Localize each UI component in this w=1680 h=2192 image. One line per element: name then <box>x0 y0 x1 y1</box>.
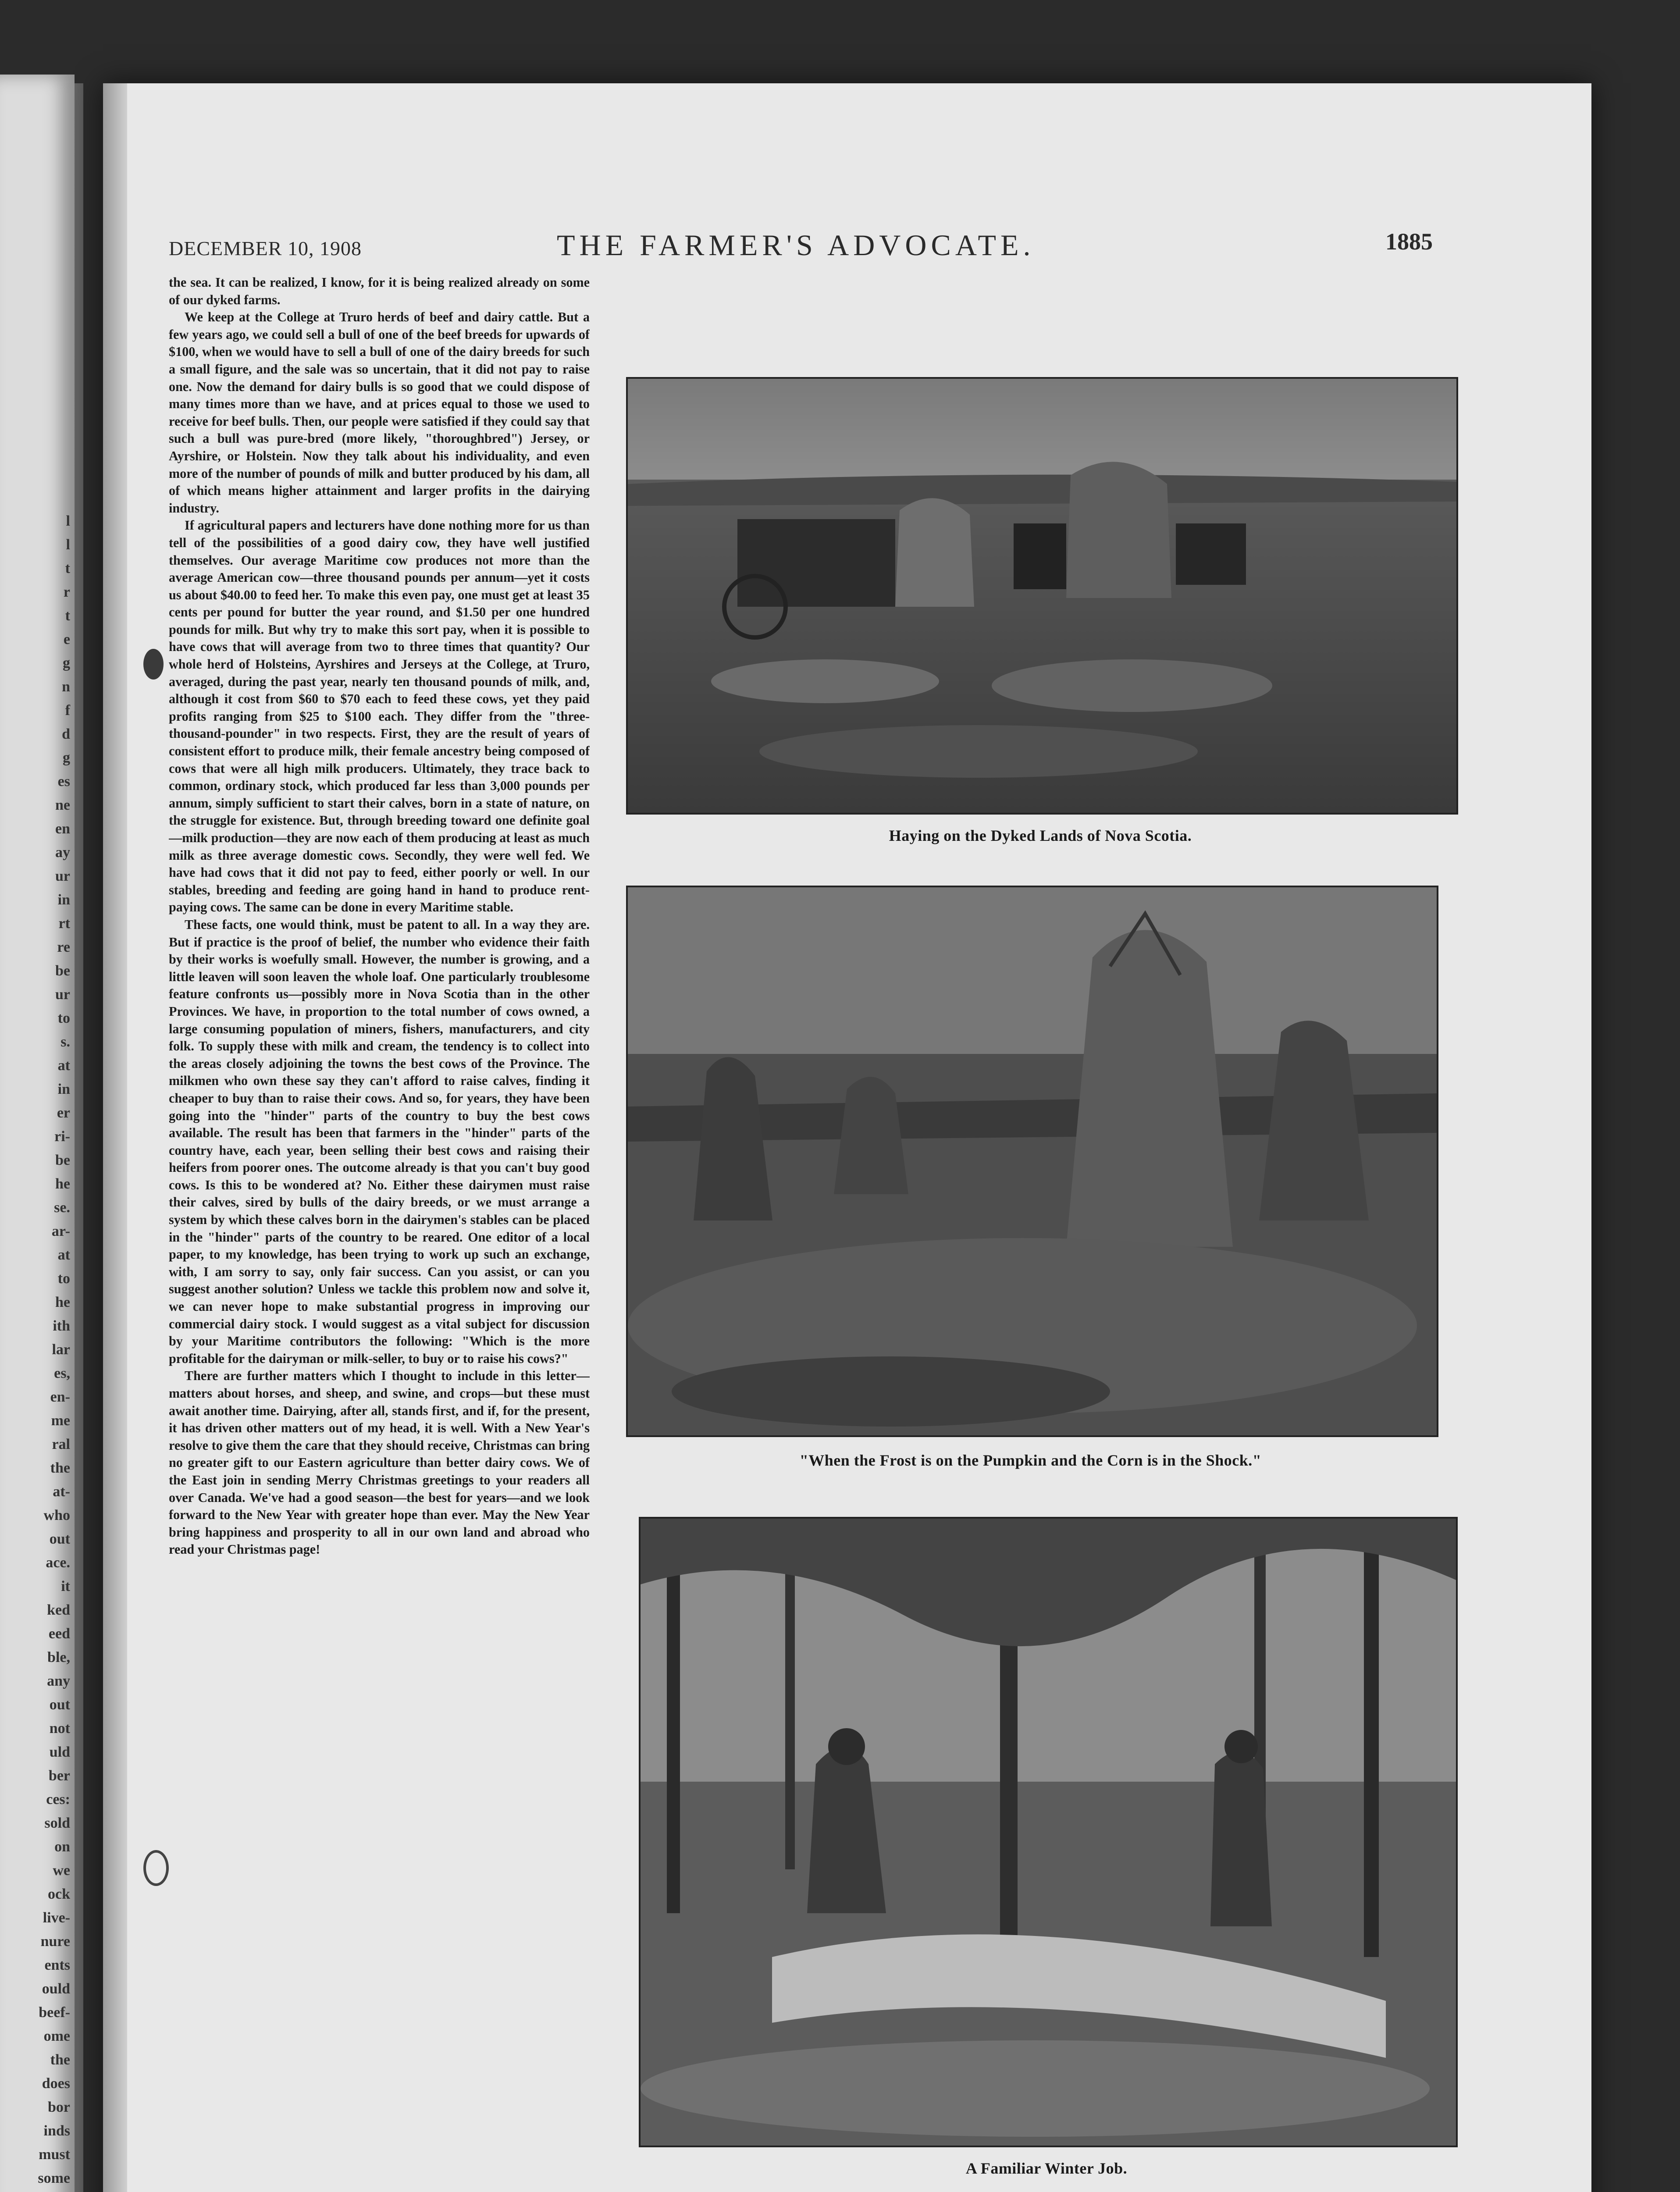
previous-page-text-fragment: in <box>57 892 70 908</box>
previous-page-text-fragment: es <box>57 773 70 790</box>
previous-page-text-fragment: se. <box>54 1199 70 1216</box>
previous-page-text-fragment: n <box>62 679 70 695</box>
winter-logging-scene-image <box>641 1519 1456 2146</box>
previous-page-text-fragment: to <box>57 1010 70 1026</box>
previous-page-text-fragment: we <box>53 1862 70 1879</box>
haying-scene-image <box>628 379 1456 813</box>
previous-page-text-fragment: er <box>57 1105 70 1121</box>
page-number: 1885 <box>1385 228 1433 255</box>
previous-page-text-fragment: ber <box>48 1768 70 1784</box>
previous-page-text-fragment: rt <box>58 915 70 932</box>
previous-page-text-fragment: who <box>43 1507 70 1523</box>
photo-caption: Haying on the Dyked Lands of Nova Scotia. <box>889 827 1192 844</box>
previous-page-text-fragment: l <box>66 513 70 529</box>
previous-page-text-fragment: out <box>49 1531 70 1547</box>
previous-page-text-fragment: must <box>39 2146 70 2163</box>
article-paragraph: There are further matters which I thought to include in this letter—matters about horses, and sheep, and swine, and crops—but these must await another time. Dairying, after all, stands first, and if, for the present, it has driven other matters out of my head, it is well. With a New Year's resolve to give them the care that they should receive, Christmas can bring no greater gift to our Eastern agriculture than better dairy cows. We of the East join in sending Merry Christmas greetings to your readers all over Canada. We've had a good season—the best for years—and we look forward to the New Year with greater hope than ever. May the New Year bring happiness and prosperity to all in our own land and abroad who read your Christmas page! <box>169 1368 590 1557</box>
previous-page-text-fragment: uld <box>49 1744 70 1760</box>
photo-winter-job <box>639 1517 1458 2147</box>
article-paragraph: If agricultural papers and lecturers have done nothing more for us than tell of the possibilities of a good dairy cow, they have well justified themselves. Our average Maritime cow produces not more than the average American cow—three thousand pounds per annum—yet it costs us about $40.00 to feed her. To make this even pay, one must get at least 35 cents per pound for butter the year round, and $1.50 per one hundred pounds for milk. But why try to make this sort pay, when it is possible to have cows that will average from two to three times that quantity? Our whole herd of Holsteins, Ayrshires and Jerseys at the College, at Truro, averaged, during the past year, nearly ten thousand pounds of milk, and, although it cost from $60 to $70 each to feed these cows, yet they paid profits ranging from $25 to $100 each. They differ from the "three-thousand-pounder" in two respects. First, they are the result of years of consistent effort to produce milk, their female ancestry being composed of cows that were all high milk producers. Ultimately, they trace back to common, ordinary stock, which produced far less than 3,000 pounds per annum, simply sufficient to start their calves, born in a state of nature, on the struggle for existence. But, through breeding toward one definite goal—milk production—they are now each of them producing at least as much milk as three average domestic cows. Secondly, they were well fed. We have had cows that it did not pay to feed, either poorly or well. In our stables, breeding and feeding are going hand in hand to produce rent-paying cows. The same can be done in every Maritime stable. <box>169 518 590 915</box>
previous-page-text-fragment: ock <box>48 1886 70 1902</box>
previous-page-text-fragment: any <box>47 1673 70 1689</box>
previous-page-text-fragment: live- <box>43 1910 70 1926</box>
previous-page-text-fragment: does <box>42 2075 70 2092</box>
previous-page-text-fragment: f <box>65 702 70 719</box>
previous-page-text-fragment: ri- <box>54 1128 70 1145</box>
previous-page-text-fragment: beef- <box>39 2004 70 2021</box>
previous-page-text-fragment: sold <box>44 1815 70 1831</box>
previous-page-text-fragment: g <box>63 750 70 766</box>
photo-caption: A Familiar Winter Job. <box>965 2160 1128 2177</box>
article-paragraph: the sea. It can be realized, I know, for it is being realized already on some of our dyked farms. <box>169 275 590 307</box>
previous-page-text-fragment: on <box>54 1839 70 1855</box>
previous-page-text-fragment: l <box>66 537 70 553</box>
previous-page-text-fragment: in <box>57 1081 70 1097</box>
previous-page-text-fragment: ome <box>43 2028 70 2044</box>
previous-page-text-fragment: some <box>38 2170 70 2186</box>
previous-page-text-fragment: ur <box>55 986 70 1003</box>
previous-page-text-fragment: ral <box>52 1436 70 1452</box>
previous-page-text-fragment: lar <box>52 1342 70 1358</box>
previous-page-text-fragment: ents <box>44 1957 70 1973</box>
previous-page-text-fragment: ace. <box>46 1555 70 1571</box>
previous-page-text-fragment: ble, <box>47 1649 70 1665</box>
article-paragraph: We keep at the College at Truro herds of beef and dairy cattle. But a few years ago, we could sell a bull of one of the beef breeds for upwards of $100, when we would have to sell a bull of one of the dairy breeds for such a small figure, and the sale was so uncertain, that it did not pay to raise one. Now the demand for dairy bulls is so good that we could dispose of many times more than we have, and at prices equal to those we used to receive for beef bulls. Then, our people were satisfied if they could say that such a bull was pure-bred (more likely, "thoroughbred") Jersey, or Ayrshire, or Holstein. Now they talk about his individuality, and even more of the number of pounds of milk and butter produced by his dam, all of which means higher attainment and larger profits in the dairying industry. <box>169 310 590 516</box>
previous-page-text-fragment: out <box>49 1697 70 1713</box>
previous-page-text-fragment: the <box>50 1460 70 1476</box>
previous-page-text-fragment: es, <box>54 1365 70 1381</box>
previous-page-text-fragment: ay <box>55 844 70 861</box>
previous-page-text-fragment: not <box>49 1720 70 1737</box>
previous-page-text-fragment: e <box>63 631 70 648</box>
previous-page-text-fragment: ould <box>42 1981 70 1997</box>
previous-page-text-fragment: ar- <box>51 1223 70 1239</box>
previous-page-text-fragment: he <box>55 1176 70 1192</box>
previous-page-text-fragment: ne <box>55 797 70 813</box>
article-paragraph: These facts, one would think, must be patent to all. In a way they are. But if practice is the proof of belief, the number who evidence their faith by their works is woefully small. However, the number is growing, and a little leaven will soon leaven the whole loaf. One particularly troublesome feature confronts us—possibly more in Nova Scotia than in the other Provinces. We have, in proportion to the total number of cows owned, a large consuming population of miners, fishers, manufacturers, and city folk. To supply these with milk and cream, the tendency is to collect into the areas closely adjoining the towns the best cows of the Province. The milkmen who own these say they can't afford to raise calves, finding it cheaper to buy than to raise their cows. And so, for years, they have been going into the "hinder" parts of the country to buy the best cows available. The result has been that farmers in the "hinder" parts of the country have, each year, been selling their best cows and raising their heifers from poorer ones. The outcome already is that you can't buy good cows. Is this to be wondered at? No. Either these dairymen must raise their calves, sired by bulls of the dairy breeds, or we must arrange a system by which these calves born in the dairymen's stables can be placed in the "hinder" parts of the country to be reared. One editor of a local paper, to my knowledge, has been trying to work up such an exchange, with, I am sorry to say, only fair success. Can you assist, or can you suggest another solution? Unless we tackle this problem now and solve it, we can never hope to make substantial progress in improving our commercial dairy stock. I would suggest as a vital subject for discussion by your Maritime contributors the following: "Which is the more profitable for the dairyman or milk-seller, to buy or to raise his cows?" <box>169 917 590 1366</box>
previous-page-text-fragment: me <box>51 1413 70 1429</box>
previous-page-edge <box>0 75 75 2192</box>
photo-corn-shocks <box>626 886 1438 1437</box>
corn-shock-scene-image <box>628 887 1437 1435</box>
previous-page-text-fragment: bor <box>48 2099 70 2115</box>
previous-page-text-fragment: at <box>57 1247 70 1263</box>
photo-caption: "When the Frost is on the Pumpkin and the Corn is in the Shock." <box>799 1452 1262 1469</box>
previous-page-text-fragment: re <box>57 939 70 955</box>
previous-page-text-fragment: ith <box>53 1318 70 1334</box>
previous-page-text-fragment: t <box>65 608 70 624</box>
previous-page-text-fragment: at- <box>53 1484 70 1500</box>
previous-page-text-fragment: it <box>61 1578 70 1594</box>
previous-page-text-fragment: g <box>63 655 70 671</box>
previous-page-text-fragment: ces: <box>46 1791 70 1808</box>
previous-page-text-fragment: r <box>63 584 70 600</box>
previous-page-text-fragment: eed <box>48 1626 70 1642</box>
previous-page-text-fragment: he <box>55 1294 70 1310</box>
binding-hole-icon <box>143 1850 169 1886</box>
issue-date: DECEMBER 10, 1908 <box>169 237 362 260</box>
previous-page-text-fragment: nure <box>40 1933 70 1950</box>
previous-page-text-fragment: to <box>57 1270 70 1287</box>
photo-haying <box>626 377 1458 815</box>
page-fold-shadow <box>103 83 127 2192</box>
previous-page-text-fragment: be <box>55 1152 70 1168</box>
previous-page-text-fragment: inds <box>43 2123 70 2139</box>
previous-page-text-fragment: be <box>55 963 70 979</box>
binding-hole-icon <box>143 649 164 680</box>
previous-page-text-fragment: at <box>57 1057 70 1074</box>
previous-page-text-fragment: the <box>50 2052 70 2068</box>
article-column <box>169 274 590 2192</box>
previous-page-text-fragment: en- <box>50 1389 70 1405</box>
previous-page-text-fragment: d <box>62 726 70 742</box>
previous-page-text-fragment: ur <box>55 868 70 884</box>
previous-page-text-fragment: ked <box>47 1602 70 1618</box>
masthead-title: THE FARMER'S ADVOCATE. <box>557 228 1035 262</box>
previous-page-text-fragment: t <box>65 560 70 576</box>
previous-page-text-fragment: en <box>55 821 70 837</box>
previous-page-text-fragment: s. <box>61 1034 70 1050</box>
